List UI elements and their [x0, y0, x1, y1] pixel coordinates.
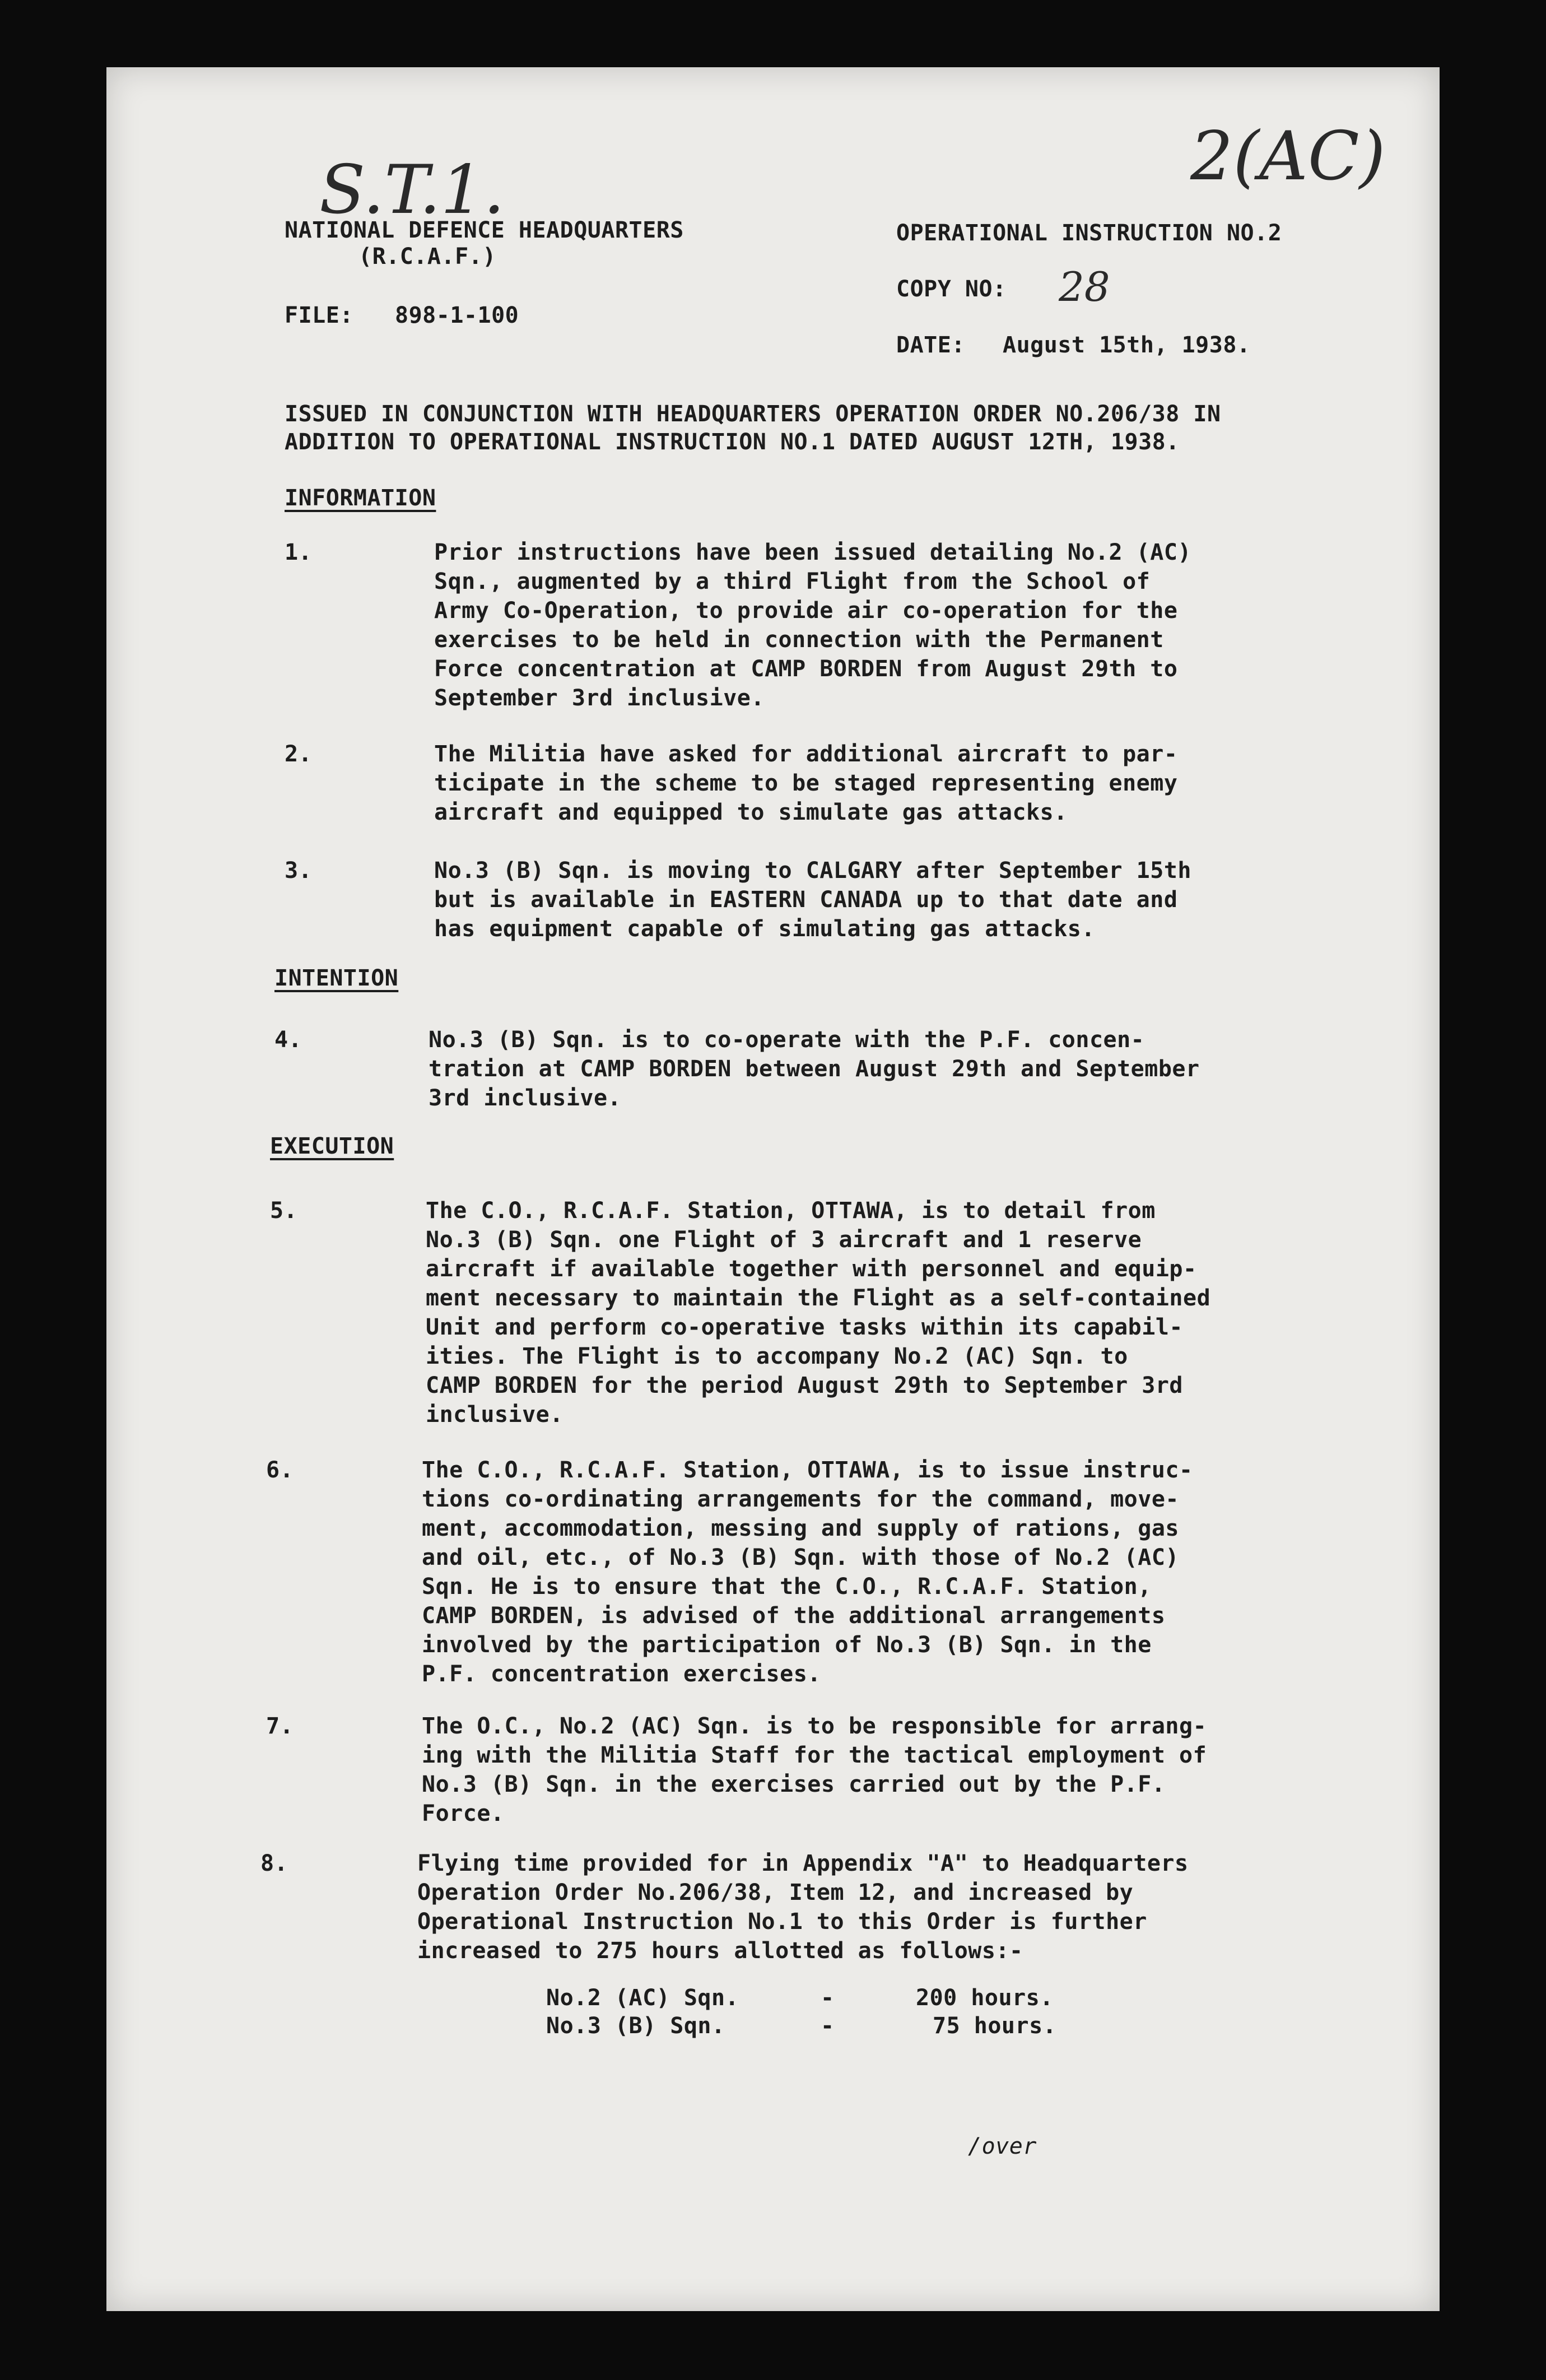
paragraph-1: [434, 538, 1191, 713]
paragraph-line: Sqn., augmented by a third Flight from the School of: [434, 569, 1151, 594]
paragraph-number: 6.: [266, 1457, 294, 1483]
paragraph-line: The O.C., No.2 (AC) Sqn. is to be responsible for arrang-: [422, 1713, 1207, 1739]
allocation-dash: -: [821, 2013, 835, 2039]
paragraph-line: No.3 (B) Sqn. is to co-operate with the P.F. concen-: [429, 1027, 1145, 1053]
paragraph-line: Force.: [422, 1801, 505, 1826]
handwritten-annotation-left: S.T.1.: [319, 151, 505, 229]
paragraph-line: Operation Order No.206/38, Item 12, and increased by: [417, 1880, 1134, 1905]
paragraph-line: tration at CAMP BORDEN between August 29th and September: [429, 1056, 1200, 1082]
paragraph-line: and oil, etc., of No.3 (B) Sqn. with those of No.2 (AC): [422, 1545, 1180, 1570]
paragraph-line: No.3 (B) Sqn. one Flight of 3 aircraft and 1 reserve: [426, 1227, 1142, 1253]
paragraph-line: Army Co-Operation, to provide air co-operation for the: [434, 598, 1178, 624]
paragraph-line: ticipate in the scheme to be staged representing enemy: [434, 770, 1178, 796]
paragraph-line: The C.O., R.C.A.F. Station, OTTAWA, is to detail from: [426, 1198, 1156, 1224]
document-page: [106, 67, 1440, 2311]
paragraph-line: involved by the participation of No.3 (B) Sqn. in the: [422, 1632, 1152, 1658]
paragraph-line: No.3 (B) Sqn. in the exercises carried out by the P.F.: [422, 1772, 1166, 1797]
file-label: FILE:: [285, 303, 353, 328]
paragraph-line: Unit and perform co-operative tasks within its capabil-: [426, 1314, 1184, 1340]
allocation-hours: 200 hours.: [916, 1985, 1054, 2011]
paragraph-7: [422, 1712, 1207, 1828]
paragraph-line: Prior instructions have been issued detailing No.2 (AC): [434, 540, 1192, 565]
paragraph-line: aircraft if available together with personnel and equip-: [426, 1256, 1197, 1282]
paragraph-3: [434, 856, 1191, 943]
paragraph-line: The C.O., R.C.A.F. Station, OTTAWA, is to issue instruc-: [422, 1457, 1193, 1483]
paragraph-line: ing with the Militia Staff for the tactical employment of: [422, 1742, 1207, 1768]
paragraph-number: 2.: [285, 741, 313, 767]
date-label: DATE:: [896, 332, 965, 358]
paragraph-line: CAMP BORDEN, is advised of the additional arrangements: [422, 1603, 1166, 1629]
copy-label: COPY NO:: [896, 276, 1007, 302]
subject-line-1: ISSUED IN CONJUNCTION WITH HEADQUARTERS OPERATION ORDER NO.206/38 IN: [285, 401, 1221, 427]
paragraph-number: 5.: [270, 1198, 298, 1224]
org-abbrev: (R.C.A.F.): [358, 244, 496, 269]
handwritten-annotation-right: 2(AC): [1190, 118, 1386, 196]
paragraph-number: 1.: [285, 540, 313, 565]
paragraph-line: aircraft and equipped to simulate gas attacks.: [434, 799, 1068, 825]
subject-line-2: ADDITION TO OPERATIONAL INSTRUCTION NO.1 DATED AUGUST 12TH, 1938.: [285, 429, 1180, 455]
paragraph-line: increased to 275 hours allotted as follows:-: [417, 1938, 1023, 1964]
instruction-title: OPERATIONAL INSTRUCTION NO.2: [896, 220, 1282, 246]
allocation-unit: No.3 (B) Sqn.: [546, 2013, 725, 2039]
paragraph-number: 3.: [285, 858, 313, 884]
paragraph-2: [434, 740, 1177, 827]
continued-over-note: /over: [968, 2133, 1037, 2159]
allocation-unit: No.2 (AC) Sqn.: [546, 1985, 739, 2011]
paragraph-line: Sqn. He is to ensure that the C.O., R.C.A.F. Station,: [422, 1574, 1152, 1600]
paragraph-line: P.F. concentration exercises.: [422, 1661, 821, 1687]
paragraph-5: [426, 1196, 1210, 1429]
date-value: August 15th, 1938.: [1003, 332, 1251, 358]
paragraph-line: ities. The Flight is to accompany No.2 (AC) Sqn. to: [426, 1344, 1128, 1369]
paragraph-line: tions co-ordinating arrangements for the command, move-: [422, 1486, 1180, 1512]
paragraph-line: ment necessary to maintain the Flight as a self-contained: [426, 1285, 1211, 1311]
allocation-hours: 75 hours.: [933, 2013, 1057, 2039]
allocation-dash: -: [821, 1985, 835, 2011]
paragraph-number: 7.: [266, 1713, 294, 1739]
paragraph-line: CAMP BORDEN for the period August 29th to September 3rd: [426, 1373, 1184, 1398]
paragraph-line: 3rd inclusive.: [429, 1085, 622, 1111]
paragraph-line: but is available in EASTERN CANADA up to that date and: [434, 887, 1178, 913]
paragraph-line: Flying time provided for in Appendix "A" to Headquarters: [417, 1851, 1189, 1876]
section-heading-execution: EXECUTION: [270, 1133, 394, 1159]
paragraph-line: has equipment capable of simulating gas attacks.: [434, 916, 1095, 942]
paragraph-8: [417, 1849, 1189, 1965]
copy-number: 28: [1059, 263, 1110, 310]
paragraph-line: exercises to be held in connection with the Permanent: [434, 627, 1164, 653]
paragraph-line: No.3 (B) Sqn. is moving to CALGARY after September 15th: [434, 858, 1192, 884]
paragraph-line: ment, accommodation, messing and supply of rations, gas: [422, 1516, 1180, 1541]
paragraph-number: 8.: [260, 1851, 288, 1876]
paragraph-line: The Militia have asked for additional aircraft to par-: [434, 741, 1178, 767]
paragraph-4: [429, 1025, 1200, 1113]
paragraph-line: inclusive.: [426, 1402, 564, 1428]
section-heading-intention: INTENTION: [274, 965, 399, 991]
section-heading-information: INFORMATION: [285, 485, 436, 511]
paragraph-line: Force concentration at CAMP BORDEN from August 29th to: [434, 656, 1178, 682]
file-number: 898-1-100: [395, 303, 519, 328]
paragraph-6: [422, 1456, 1193, 1689]
org-name: NATIONAL DEFENCE HEADQUARTERS: [285, 217, 684, 243]
flying-time-allocation: [546, 1983, 1218, 2051]
paragraph-number: 4.: [274, 1027, 302, 1053]
paragraph-line: September 3rd inclusive.: [434, 685, 765, 711]
paragraph-line: Operational Instruction No.1 to this Order is further: [417, 1909, 1147, 1935]
